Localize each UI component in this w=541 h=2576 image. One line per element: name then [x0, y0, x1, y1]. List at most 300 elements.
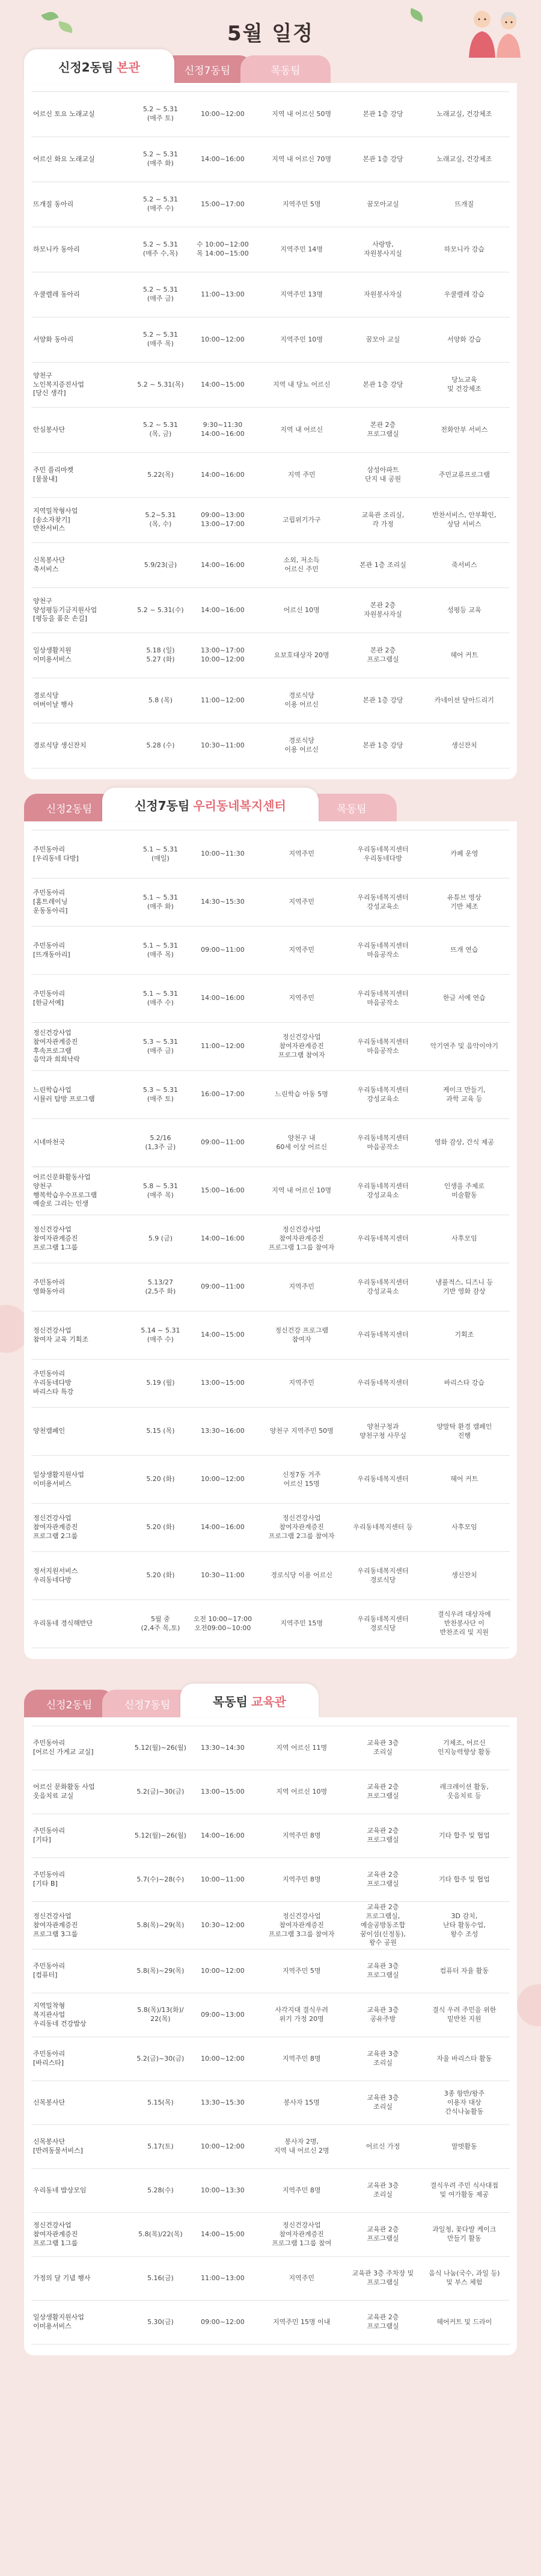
cell-target: 지역주민: [256, 1263, 347, 1311]
cell-time: 14:00~16:00: [189, 975, 256, 1023]
schedule-panel: [24, 1717, 517, 2355]
cell-time: 09:00~11:00: [189, 1263, 256, 1311]
cell-target: 지역 내 어르신 50명: [256, 92, 347, 137]
cell-location: 교육관 2층 프로그램실: [347, 1858, 418, 1902]
cell-time: 13:00~17:00 10:00~12:00: [189, 633, 256, 678]
cell-time: 10:00~11:30: [189, 830, 256, 879]
cell-location: 우리동네복지센터 등: [347, 1504, 418, 1552]
table-row: [31, 2257, 510, 2301]
cell-content: 자율 바리스타 활동: [419, 2037, 510, 2081]
cell-location: 교육관 3층 조리실: [347, 1726, 418, 1770]
cell-location: 사랑방, 자원봉사지실: [347, 227, 418, 272]
cell-time: 14:00~16:00: [189, 137, 256, 182]
table-row: [31, 975, 510, 1023]
cell-target: 경로식당 이용 어르신: [256, 723, 347, 768]
table-row: [31, 1993, 510, 2037]
cell-location: 양천구청과 양천구청 사무실: [347, 1408, 418, 1456]
cell-content: 헤어 커트: [419, 1456, 510, 1504]
cell-time: 10:00~12:00: [189, 92, 256, 137]
cell-content: 3D 감치, 난타 활동수업, 왕수 조성: [419, 1902, 510, 1949]
cell-content: 결식 우려 주민을 위한 밑반찬 지원: [419, 1993, 510, 2037]
tab-bar: [24, 788, 517, 821]
cell-location: 본관 1층 강당: [347, 723, 418, 768]
table-row: [31, 1263, 510, 1311]
cell-period: 5.1 ~ 5.31 (매주 수): [132, 975, 189, 1023]
cell-content: 전화안부 서비스: [419, 408, 510, 453]
tab-mokdong[interactable]: [240, 55, 331, 83]
cell-content: 레크레이션 활동, 웃음치료 등: [419, 1770, 510, 1814]
tab-sinjeong2-main[interactable]: [24, 49, 174, 83]
cell-target: 지역주민 15명: [256, 1600, 347, 1648]
cell-program-name: 주민동아리 [한글서예]: [31, 975, 132, 1023]
table-row: [31, 137, 510, 182]
cell-program-name: 우리동네 경식해반단: [31, 1600, 132, 1648]
tab-sinjeong7[interactable]: [162, 55, 252, 83]
tab-sinjeong2[interactable]: [24, 794, 114, 821]
cell-content: 과일청, 꽃다발 케이크 만들기 활동: [419, 2213, 510, 2257]
cell-program-name: 어르신 화요 노래교실: [31, 137, 132, 182]
cell-content: 헤어커트 및 드라이: [419, 2301, 510, 2344]
cell-time: 10:00~12:00: [189, 2125, 256, 2169]
cell-program-name: 주민동아리 [홈트레이닝 운동동아리]: [31, 879, 132, 927]
cell-location: 교육관 2층 프로그램실: [347, 2301, 418, 2344]
cell-program-name: 신목봉사단 [반려동물서비스]: [31, 2125, 132, 2169]
cell-program-name: 느린학습사업 시뮬러 탐방 프로그램: [31, 1071, 132, 1119]
background-circle: [517, 1984, 541, 2026]
cell-program-name: 안심봉사단: [31, 408, 132, 453]
cell-target: 지역주민 5명: [256, 1949, 347, 1993]
cell-location: 교육관 조리실, 각 가정: [347, 498, 418, 543]
cell-period: 5.15 (목): [132, 1408, 189, 1456]
table-row: [31, 2037, 510, 2081]
cell-time: 15:00~16:00: [189, 1167, 256, 1215]
cell-period: 5.12(월)~26(월): [132, 1726, 189, 1770]
cell-program-name: 지역밀착형사업 [송소자찾기] 반찬서비스: [31, 498, 132, 543]
cell-period: 5.3 ~ 5.31 (매주 금): [132, 1023, 189, 1071]
tab-sinjeong7[interactable]: [102, 1690, 192, 1717]
cell-period: 5.1 ~ 5.31 (매주 목): [132, 927, 189, 975]
cell-time: 14:00~16:00: [189, 588, 256, 633]
cell-time: 13:00~15:00: [189, 1360, 256, 1408]
tab-label: 목동팀: [337, 803, 367, 815]
cell-program-name: 우리동네 밥상모임: [31, 2169, 132, 2213]
cell-content: 하모니카 강습: [419, 227, 510, 272]
cell-content: 주민교류프로그램: [419, 453, 510, 498]
table-row: [31, 1360, 510, 1408]
cell-content: 노래교실, 건강체조: [419, 137, 510, 182]
cell-content: 한글 서예 연습: [419, 975, 510, 1023]
cell-program-name: 정신건강사업 참여자관계증진 프로그램 1그룹: [31, 2213, 132, 2257]
cell-program-name: 어르신 문화활동 사업 웃음치료 교실: [31, 1770, 132, 1814]
cell-content: 생신잔치: [419, 1552, 510, 1600]
cell-content: 뜨개 연습: [419, 927, 510, 975]
cell-program-name: 시네마천국: [31, 1119, 132, 1167]
table-row: [31, 678, 510, 723]
cell-target: 지역주민 8명: [256, 1858, 347, 1902]
cell-target: 지역주민: [256, 927, 347, 975]
cell-program-name: 양천캠페인: [31, 1408, 132, 1456]
schedule-section-sinjeong7: [24, 788, 517, 1659]
tab-label: 신정7동팀: [124, 1699, 171, 1711]
cell-content: 기체조, 어르신 인지능력향상 활동: [419, 1726, 510, 1770]
cell-location: 본관 2층 프로그램실: [347, 633, 418, 678]
cell-content: 서양화 강습: [419, 317, 510, 363]
cell-target: 사각지대 결식우려 위기 가정 20명: [256, 1993, 347, 2037]
cell-content: 반찬서비스, 안부확인, 상담 서비스: [419, 498, 510, 543]
cell-program-name: 정신건강사업 참여자관계증진 프로그램 2그룹: [31, 1504, 132, 1552]
cell-period: 5.18 (일) 5.27 (화): [132, 633, 189, 678]
tab-highlight: 우리동네복지센터: [193, 798, 286, 813]
table-row: [31, 227, 510, 272]
cell-time: 13:00~15:00: [189, 1770, 256, 1814]
cell-period: 5.2~5.31 (목, 수): [132, 498, 189, 543]
cell-location: 교육관 2층 프로그램실: [347, 1814, 418, 1858]
cell-time: 14:00~16:00: [189, 543, 256, 588]
cell-content: 악기연주 및 음악이야기: [419, 1023, 510, 1071]
table-row: [31, 182, 510, 227]
cell-period: 5.13/27 (2,5주 화): [132, 1263, 189, 1311]
cell-period: 5.2 ~ 5.31 (목, 금): [132, 408, 189, 453]
table-row: [31, 2125, 510, 2169]
cell-period: 5.19 (월): [132, 1360, 189, 1408]
cell-time: 10:30~11:00: [189, 1552, 256, 1600]
cell-program-name: 정서지원서비스 우리동네다방: [31, 1552, 132, 1600]
table-row: [31, 1858, 510, 1902]
cell-content: 노래교실, 건강체조: [419, 92, 510, 137]
table-row: [31, 1167, 510, 1215]
cell-period: 5.8(목)/22(목): [132, 2213, 189, 2257]
cell-time: 10:30~12:00: [189, 1902, 256, 1949]
cell-content: 영화 감상, 간식 제공: [419, 1119, 510, 1167]
page-header: [0, 0, 541, 54]
cell-location: 우리동네복지센터 강성교육소: [347, 879, 418, 927]
cell-location: 우리동네복지센터: [347, 1311, 418, 1360]
table-row: [31, 1902, 510, 1949]
table-row: [31, 1071, 510, 1119]
cell-location: 본관 1층 강당: [347, 92, 418, 137]
tab-sinjeong2[interactable]: [24, 1690, 114, 1717]
cell-period: 5.3 ~ 5.31 (매주 토): [132, 1071, 189, 1119]
cell-content: 죽서비스: [419, 543, 510, 588]
cell-content: 우쿨렐레 강습: [419, 272, 510, 317]
cell-target: 지역 내 어르신: [256, 408, 347, 453]
cell-target: 지역주민 10명: [256, 317, 347, 363]
schedule-table: [31, 830, 510, 1648]
cell-target: 지역주민 8명: [256, 1814, 347, 1858]
cell-time: 13:30~14:30: [189, 1726, 256, 1770]
cell-period: 5.17(토): [132, 2125, 189, 2169]
cell-time: 10:00~12:00: [189, 317, 256, 363]
tab-mokdong[interactable]: [307, 794, 397, 821]
cell-content: 말벗활동: [419, 2125, 510, 2169]
cell-content: 결식우려 주민 식사대접 및 여가활동 제공: [419, 2169, 510, 2213]
cell-time: 13:30~15:30: [189, 2081, 256, 2125]
cell-program-name: 주민동아리 [기타]: [31, 1814, 132, 1858]
cell-location: 우리동네복지센터 마음공작소: [347, 1023, 418, 1071]
cell-program-name: 신목봉사단: [31, 2081, 132, 2125]
cell-target: 지역주민: [256, 879, 347, 927]
cell-time: 9:30~11:30 14:00~16:00: [189, 408, 256, 453]
cell-period: 5.2/16 (1,3주 금): [132, 1119, 189, 1167]
cell-target: 봉사자 2명, 지역 내 어르신 2명: [256, 2125, 347, 2169]
cell-program-name: 주민동아리 [기타 B]: [31, 1858, 132, 1902]
cell-program-name: 서양화 동아리: [31, 317, 132, 363]
table-row: [31, 1408, 510, 1456]
cell-time: 14:00~16:00: [189, 453, 256, 498]
tab-label: 신정2동팀: [58, 60, 114, 75]
cell-target: 경로식당 이용 어르신: [256, 1552, 347, 1600]
cell-time: 10:30~11:00: [189, 723, 256, 768]
cell-location: 우리동네복지센터 강성교육소: [347, 1071, 418, 1119]
cell-target: 지역주민 8명: [256, 2037, 347, 2081]
cell-period: 5.20 (화): [132, 1552, 189, 1600]
cell-target: 지역주민: [256, 2257, 347, 2301]
tab-mokdong-education-hall[interactable]: [180, 1684, 319, 1717]
cell-target: 정신건강사업 참여자관계증진 프로그램 참여자: [256, 1023, 347, 1071]
cell-time: 14:00~16:00: [189, 1814, 256, 1858]
cell-location: 본관 2층 프로그램실: [347, 408, 418, 453]
cell-location: 교육관 3층 조리실: [347, 2081, 418, 2125]
cell-location: 우리동네복지센터 우리동네다방: [347, 830, 418, 879]
cell-target: 지역주민: [256, 830, 347, 879]
table-row: [31, 879, 510, 927]
tab-label: 신정2동팀: [46, 803, 93, 815]
table-row: [31, 830, 510, 879]
cell-time: 09:00~11:00: [189, 1119, 256, 1167]
cell-target: 지역 내 어르신 70명: [256, 137, 347, 182]
cell-period: 5.1 ~ 5.31 (매주 화): [132, 879, 189, 927]
cell-program-name: 정신건강사업 참여자관계증진 프로그램 1그룹: [31, 1215, 132, 1263]
cell-program-name: 뜨개질 동아리: [31, 182, 132, 227]
cell-period: 5.8(목)/13(화)/ 22(목): [132, 1993, 189, 2037]
cell-program-name: 가정의 달 기념 행사: [31, 2257, 132, 2301]
cell-program-name: 경로식당 어버이날 행사: [31, 678, 132, 723]
cell-content: 케이크 만들기, 과학 교육 등: [419, 1071, 510, 1119]
cell-time: 오전 10:00~17:00 오전09:00~10:00: [189, 1600, 256, 1648]
cell-period: 5.7(수)~28(수): [132, 1858, 189, 1902]
schedule-section-mokdong: [24, 1684, 517, 2355]
cell-time: 09:00~13:00 13:00~17:00: [189, 498, 256, 543]
cell-time: 14:00~16:00: [189, 1215, 256, 1263]
cell-period: 5.8(목)~29(목): [132, 1902, 189, 1949]
cell-period: 5.28(수): [132, 2169, 189, 2213]
table-row: [31, 1814, 510, 1858]
schedule-table: [31, 91, 510, 768]
cell-time: 수 10:00~12:00 목 14:00~15:00: [189, 227, 256, 272]
cell-time: 11:00~13:00: [189, 2257, 256, 2301]
cell-period: 5.2 ~ 5.31(목): [132, 363, 189, 408]
cell-target: 정신건강사업 참여자관계증진 프로그램 1그룹 참여: [256, 2213, 347, 2257]
cell-content: 기타 합주 및 협업: [419, 1858, 510, 1902]
cell-time: 14:00~16:00: [189, 1504, 256, 1552]
cell-target: 봉사자 15명: [256, 2081, 347, 2125]
table-row: [31, 2169, 510, 2213]
cell-program-name: 주민 플리마켓 [물물내]: [31, 453, 132, 498]
cell-period: 5.14 ~ 5.31 (매주 수): [132, 1311, 189, 1360]
cell-program-name: 양천구 양성평등기금지원사업 [평등을 품은 손길]: [31, 588, 132, 633]
cell-period: 5.2 ~ 5.31(수): [132, 588, 189, 633]
cell-time: 14:00~15:00: [189, 363, 256, 408]
cell-location: 본관 1층 강당: [347, 137, 418, 182]
tab-label: 목동팀: [270, 64, 301, 77]
cell-location: 우리동네복지센터 마음공작소: [347, 927, 418, 975]
cell-content: 기타 합주 및 협업: [419, 1814, 510, 1858]
cell-content: 결식우려 대상자에 반찬봉사단 이 반찬조리 및 지원: [419, 1600, 510, 1648]
cell-location: 우리동네복지센터 마음공작소: [347, 975, 418, 1023]
cell-program-name: 신목봉사단 축서비스: [31, 543, 132, 588]
cell-location: 본관 2층 자원봉사자실: [347, 588, 418, 633]
cell-target: 지역주민 13명: [256, 272, 347, 317]
cell-program-name: 어르신문화활동사업 양천구 행복학습우수프로그램 예술로 그리는 인생: [31, 1167, 132, 1215]
cell-time: 10:00~12:00: [189, 1456, 256, 1504]
table-row: [31, 1552, 510, 1600]
cell-period: 5.8 ~ 5.31 (매주 목): [132, 1167, 189, 1215]
table-row: [31, 927, 510, 975]
cell-program-name: 주민동아리 우리동네다방 바리스타 특강: [31, 1360, 132, 1408]
cell-program-name: 정신건강사업 참여자관계증진 후속프로그램 음악과 희희낙락: [31, 1023, 132, 1071]
cell-location: 우리동네복지센터: [347, 1360, 418, 1408]
table-row: [31, 453, 510, 498]
cell-target: 지역주민 5명: [256, 182, 347, 227]
tab-sinjeong7-welfare-center[interactable]: [102, 788, 319, 821]
cell-target: 지역 어르신 11명: [256, 1726, 347, 1770]
cell-location: 우리동네복지센터 강성교육소: [347, 1167, 418, 1215]
table-row: [31, 1311, 510, 1360]
cell-target: 정신건강사업 참여자관계증진 프로그램 3그룹 참여자: [256, 1902, 347, 1949]
cell-period: 5.8(목)~29(목): [132, 1949, 189, 1993]
cell-time: 09:00~13:00: [189, 1993, 256, 2037]
tab-bar: [24, 49, 517, 83]
cell-location: 꿈모아교실: [347, 182, 418, 227]
cell-period: 5.20 (화): [132, 1504, 189, 1552]
table-row: [31, 588, 510, 633]
cell-target: 지역 주민: [256, 453, 347, 498]
table-row: [31, 1770, 510, 1814]
cell-target: 지역주민: [256, 975, 347, 1023]
cell-time: 09:00~12:00: [189, 2301, 256, 2344]
cell-content: 당뇨교육 및 건강체조: [419, 363, 510, 408]
table-row: [31, 1023, 510, 1071]
cell-location: 삼성아파트 단지 내 공원: [347, 453, 418, 498]
schedule-panel: [24, 83, 517, 779]
cell-time: 15:00~17:00: [189, 182, 256, 227]
page-title: 5월 일정: [227, 22, 314, 46]
cell-content: 성평등 교육: [419, 588, 510, 633]
cell-content: 냉풀적스, 디즈니 등 기반 영화 감상: [419, 1263, 510, 1311]
tab-label: 신정7동팀: [184, 64, 231, 77]
cell-location: 우리동네복지센터: [347, 1456, 418, 1504]
table-row: [31, 408, 510, 453]
cell-target: 지역주민 8명: [256, 2169, 347, 2213]
cell-time: 16:00~17:00: [189, 1071, 256, 1119]
cell-period: 5.9 (금): [132, 1215, 189, 1263]
cell-period: 5.2 ~ 5.31 (매주 토): [132, 92, 189, 137]
cell-content: 헤어 커트: [419, 633, 510, 678]
cell-target: 요보호대상자 20명: [256, 633, 347, 678]
cell-location: 우리동네복지센터 경로식당: [347, 1552, 418, 1600]
cell-period: 5.16(금): [132, 2257, 189, 2301]
schedule-table: [31, 1726, 510, 2344]
cell-location: 교육관 3층 조리실: [347, 2037, 418, 2081]
schedule-section-sinjeong2: [24, 49, 517, 779]
cell-program-name: 경로식당 생신잔치: [31, 723, 132, 768]
tab-highlight: 교육관: [251, 1694, 286, 1709]
cell-location: 우리동네복지센터 마음공작소: [347, 1119, 418, 1167]
cell-location: 우리동네복지센터 강성교육소: [347, 1263, 418, 1311]
table-row: [31, 2081, 510, 2125]
cell-time: 10:00~11:00: [189, 1858, 256, 1902]
cell-period: 5.2(금)~30(금): [132, 1770, 189, 1814]
cell-period: 5.2 ~ 5.31 (매주 금): [132, 272, 189, 317]
cell-content: 기획조: [419, 1311, 510, 1360]
cell-location: 꿈모아 교실: [347, 317, 418, 363]
cell-program-name: 정신건강사업 참여자관계증진 프로그램 3그룹: [31, 1902, 132, 1949]
cell-period: 5.2 ~ 5.31 (매주 목): [132, 317, 189, 363]
cell-time: 09:00~11:00: [189, 927, 256, 975]
cell-program-name: 하모니카 동아리: [31, 227, 132, 272]
cell-target: 지역주민 14명: [256, 227, 347, 272]
cell-content: 사후모임: [419, 1504, 510, 1552]
table-row: [31, 2301, 510, 2344]
cell-location: 본관 1층 조리실: [347, 543, 418, 588]
cell-time: 10:00~13:30: [189, 2169, 256, 2213]
cell-location: 교육관 3층 프로그램실: [347, 1949, 418, 1993]
table-row: [31, 723, 510, 768]
tab-label: 신정7동팀: [135, 798, 190, 813]
cell-program-name: 일상생활지원 이미용서비스: [31, 633, 132, 678]
cell-location: 본관 1층 강당: [347, 678, 418, 723]
cell-time: 10:00~12:00: [189, 1949, 256, 1993]
table-row: [31, 2213, 510, 2257]
cell-program-name: 주민동아리 [우리동네 다방]: [31, 830, 132, 879]
cell-time: 14:00~15:00: [189, 2213, 256, 2257]
cell-target: 지역 내 어르신 10명: [256, 1167, 347, 1215]
cell-program-name: 주민동아리 [어르신 가게교 교실]: [31, 1726, 132, 1770]
table-row: [31, 92, 510, 137]
cell-location: 교육관 3층 주차장 및 프로그램실: [347, 2257, 418, 2301]
table-row: [31, 1949, 510, 1993]
cell-content: 바리스타 강습: [419, 1360, 510, 1408]
table-row: [31, 1456, 510, 1504]
cell-target: 정신건강 프로그램 참여자: [256, 1311, 347, 1360]
cell-period: 5.2 ~ 5.31 (매주 수,목): [132, 227, 189, 272]
cell-period: 5.2 ~ 5.31 (매주 화): [132, 137, 189, 182]
cell-program-name: 정신건강사업 참여자 교육 기획조: [31, 1311, 132, 1360]
cell-target: 경로식당 이용 어르신: [256, 678, 347, 723]
cell-location: 교육관 2층 프로그램실, 예술공방동조합 꿈이섬(신정동), 왕수 공원: [347, 1902, 418, 1949]
schedule-panel: [24, 821, 517, 1659]
cell-location: 교육관 2층 프로그램실: [347, 1770, 418, 1814]
cell-time: 11:00~12:00: [189, 1023, 256, 1071]
table-row: [31, 363, 510, 408]
cell-program-name: 어르신 토요 노래교실: [31, 92, 132, 137]
cell-target: 정신건강사업 참여자관계증진 프로그램 1그룹 참여자: [256, 1215, 347, 1263]
cell-location: 어르신 가정: [347, 2125, 418, 2169]
cell-target: 지역주민: [256, 1360, 347, 1408]
cell-period: 5월 중 (2,4주 목,토): [132, 1600, 189, 1648]
cell-target: 느린학습 아동 5명: [256, 1071, 347, 1119]
cell-program-name: 우쿨렐레 동아리: [31, 272, 132, 317]
table-row: [31, 1215, 510, 1263]
cell-content: 컴퓨터 자율 활동: [419, 1949, 510, 1993]
cell-content: 카페 운영: [419, 830, 510, 879]
cell-period: 5.12(월)~26(월): [132, 1814, 189, 1858]
cell-program-name: 주민동아리 [뜨개동아리]: [31, 927, 132, 975]
cell-program-name: 지역밀착형 복지관사업 우리동네 건강밥상: [31, 1993, 132, 2037]
cell-target: 신정7동 거주 어르신 15명: [256, 1456, 347, 1504]
cell-location: 교육관 3층 공유주방: [347, 1993, 418, 2037]
cell-content: 인생을 주제로 미술활동: [419, 1167, 510, 1215]
